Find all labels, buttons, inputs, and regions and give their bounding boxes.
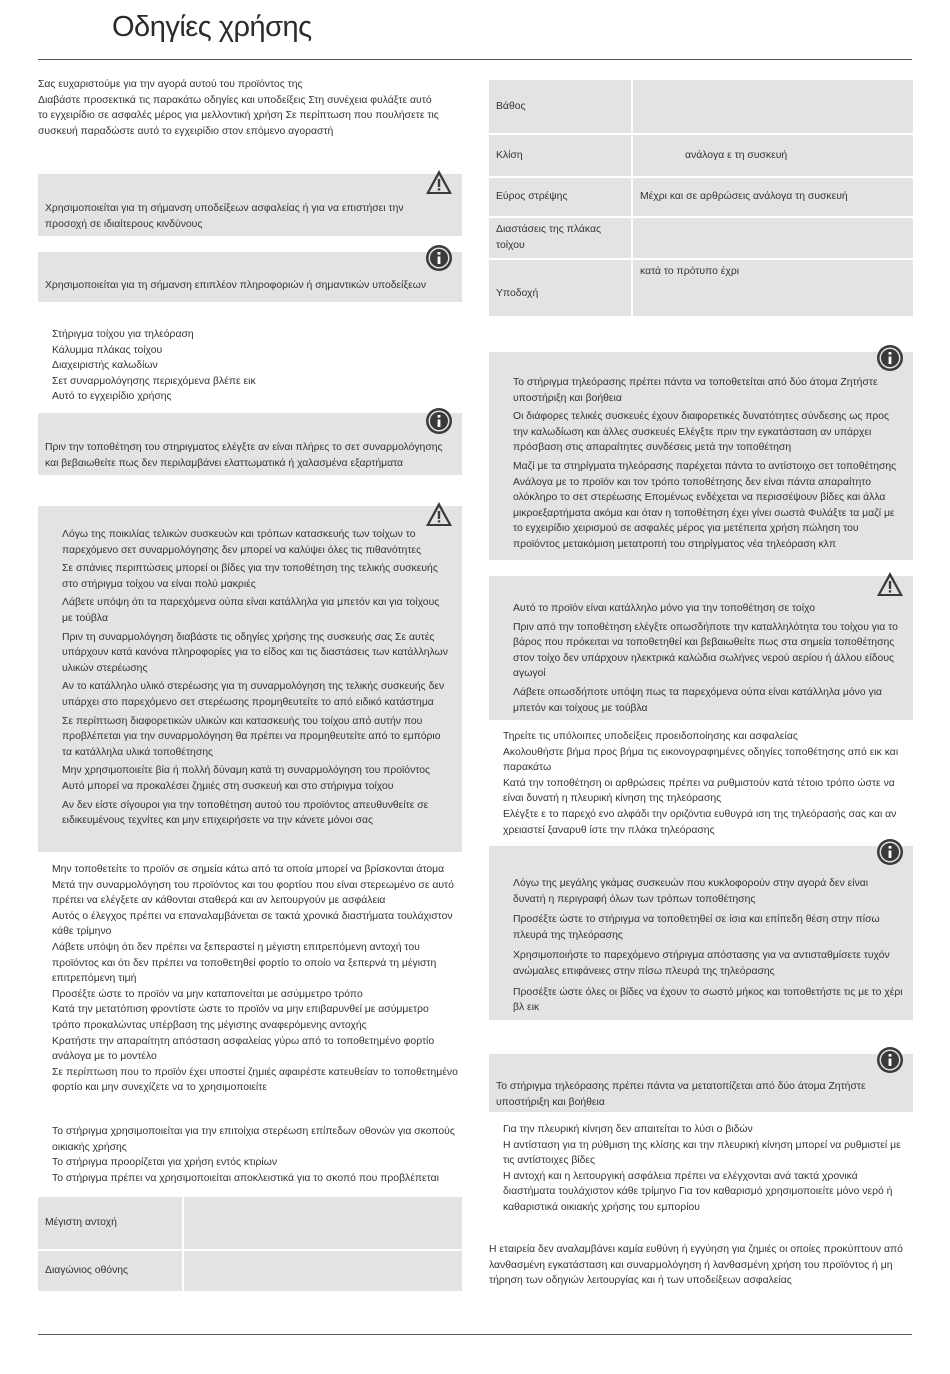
spec-label: Εύρος στρέψης <box>488 177 632 217</box>
intro-line: Σας ευχαριστούμε για την αγορά αυτού του προϊόντος της <box>38 79 303 90</box>
list-item: Προσέξτε ώστε το στήριγμα να τοποθετηθεί σε ίσια και επίπεδη θέση στην πίσω πλευρά της τηλεόρασης <box>513 914 880 941</box>
list-item: Για την πλευρική κίνηση δεν απαιτείται το λύσι ο βιδών <box>503 1124 753 1135</box>
list-item: Διαχειριστής καλωδίων <box>52 360 158 372</box>
list-item: Προσέξτε ώστε όλες οι βίδες να έχουν το σωστό μήκος και τοποθετήστε τις με το χέρι βλ εικ <box>513 986 903 1014</box>
spec-label: Υποδοχή <box>488 259 632 317</box>
list-item: Αυτό το εγχειρίδιο χρήσης <box>52 391 172 403</box>
table-row <box>488 177 914 217</box>
safety-warnings-box <box>38 506 462 852</box>
list-item: Το στήριγμα προορίζεται για χρήση εντός κτιρίων <box>52 1157 278 1169</box>
list-item: Σε περίπτωση που το προϊόν έχει υποστεί ζημιές αφαιρέστε κατευθείαν το τοποθετημένο φορτίο και μην συνεχίζετε να το χρησιμοποιείτε <box>52 1066 458 1094</box>
spec-label: Βάθος <box>488 79 632 134</box>
general-safety-list <box>52 862 458 1096</box>
list-item: Αν δεν είστε σίγουροι για την τοποθέτηση αυτού του προϊόντος απευθυνθείτε σε ειδικευμένους τεχνίτες και μην επιχειρήσετε να την κάνετε μόνοι σας <box>62 799 429 827</box>
spec-label: Κλίση <box>488 134 632 177</box>
list-item: Οι διάφορες τελικές συσκευές έχουν διαφορετικές δυνατότητες σύνδεσης ως προς την καλωδίωση και άλλες συσκευές Ελέγξτε πριν την εγκατάσταση αν υπάρχει πρόσβαση στις απαραίτητες συνδέσεις μετά την τοποθέτηση <box>513 411 890 454</box>
table-row <box>488 79 914 134</box>
info-circle-icon <box>424 244 454 272</box>
list-item: Τηρείτε τις υπόλοιπες υποδείξεις προειδοποίησης και ασφαλείας <box>503 731 798 742</box>
list-item: Λόγω της μεγάλης γκάμας συσκευών που κυκλοφορούν στην αγορά δεν είναι δυνατή η περιγραφή όλων των τρόπων τοποθέτησης <box>513 878 869 905</box>
maintenance-note-box <box>489 1054 913 1112</box>
table-row <box>488 217 914 259</box>
list-item: Μετά την συναρμολόγηση του προϊόντος και του φορτίου που είναι στερεωμένο σε αυτό πρέπει να ελέγξετε αν κάθονται σταθερά και αν λειτουργούν με ασφάλεια <box>52 879 454 907</box>
list-item: Λάβετε υπόψη ότι τα παρεχόμενα ούπα είναι κατάλληλα για μπετόν και για τοίχους με τούβλα <box>62 597 440 624</box>
info-symbol-box <box>38 252 462 302</box>
list-item: Ελέγξτε ε το παρεχό ενο αλφάδι την οριζόντια ευθυγρά ιση της τηλεόρασής σας και αν χρειαστεί ξαναρυθ ίστε την πλάκα τηλεόρασης <box>503 808 897 836</box>
intended-use-list <box>52 1124 458 1186</box>
wall-warning-box <box>489 576 913 720</box>
table-row <box>488 259 914 317</box>
spec-value <box>183 1250 463 1292</box>
list-item: Λάβετε οπωσδήποτε υπόψη πως τα παρεχόμενα ούπα είναι κατάλληλα μόνο για μπετόν και τοίχους με τούβλα <box>513 686 883 714</box>
table-row <box>37 1250 463 1292</box>
list-item: Σε σπάνιες περιπτώσεις μπορεί οι βίδες για την τοποθέτηση της τελικής συσκευής στο στήριγμα τοίχου να είναι πολύ μακριές <box>62 563 438 590</box>
info-circle-icon <box>875 838 905 866</box>
info-circle-icon <box>875 344 905 372</box>
disclaimer-text: Η εταιρεία δεν αναλαμβάνει καμία ευθύνη ή εγγύηση για ζημιές οι οποίες προκύπτουν από λανθασμένη εγκατάσταση και συναρμολόγηση ή λανθασμένη χρήση του προϊόντος ή μη τήρηση των οδηγιών λειτουργίας και ή των υποδείξεων ασφαλείας <box>489 1244 903 1287</box>
list-item: Προσέξτε ώστε το προϊόν να μην καταπονείται με ασύμμετρο τρόπο <box>52 988 363 1000</box>
list-item: Κατά την τοποθέτηση οι αρθρώσεις πρέπει να ρυθμιστούν κατά τέτοιο τρόπο ώστε να είναι δυνατή η πλευρική κίνηση της τηλεόρασης <box>503 777 895 805</box>
list-item: Αν το κατάλληλο υλικό στερέωσης για τη συναρμολόγηση της τελικής συσκευής δεν υπάρχει στο παρεχόμενο σετ στερέωσης προμηθευτείτε το από ειδικό κατάστημα <box>62 681 445 708</box>
spec-label: Διαστάσεις της πλάκας τοίχου <box>488 217 632 259</box>
list-item: Κάλυμμα πλάκας τοίχου <box>52 344 163 356</box>
maintenance-list <box>503 1122 909 1216</box>
spec-value: Μέχρι και σε αρθρώσεις ανάλογα τη συσκευή <box>632 177 914 217</box>
warning-symbol-box <box>38 174 462 236</box>
list-item: Μην τοποθετείτε το προϊόν σε σημεία κάτω από τα οποία μπορεί να βρίσκονται άτομα <box>52 864 445 875</box>
intro-line: Διαβάστε προσεκτικά τις παρακάτω οδηγίες και υποδείξεις Στη συνέχεια φυλάξτε αυτό <box>38 94 432 106</box>
list-item: Λόγω της ποικιλίας τελικών συσκευών και τρόπων κατασκευής των τοίχων το παρεχόμενο σετ συναρμολόγησης δεν μπορεί να καλύψει όλες τις πιθανότητες <box>62 529 422 556</box>
info-symbol-text: Χρησιμοποιείται για τη σήμανση επιπλέον πληροφοριών ή σημαντικών υποδείξεων <box>45 280 427 291</box>
list-item: Λάβετε υπόψη ότι δεν πρέπει να ξεπεραστεί η μέγιστη επιτρεπόμενη αντοχή του προϊόντος και ότι δεν πρέπει να τοποθετηθεί φορτίο το οποίο να ξεπερνά τη μέγιστη επιτρεπόμενη τιμή <box>52 941 437 985</box>
info-circle-icon <box>424 407 454 435</box>
warning-triangle-icon <box>875 570 905 598</box>
bottom-divider <box>38 1334 912 1335</box>
table-row <box>37 1196 463 1250</box>
table-row <box>488 134 914 177</box>
list-item: Σετ συναρμολόγησης περιεχόμενα βλέπε εικ <box>52 375 256 387</box>
list-item: Ακολουθήστε βήμα προς βήμα τις εικονογραφημένες οδηγίες τοποθέτησης από εικ και παρακάτω <box>503 746 899 774</box>
list-item: Πριν τη συναρμολόγηση διαβάστε τις οδηγίες χρήσης της συσκευής σας Σε αυτές υπάρχουν κατά κανόνα πληροφορίες για το είδος και τις διαστάσεις των κατάλληλων υλικών στερέωσης <box>62 631 448 674</box>
list-item: Μαζί με τα στηρίγματα τηλεόρασης παρέχεται πάντα το αντίστοιχο σετ τοποθέτησης Ανάλογα με το προϊόν και τον τρόπο τοποθέτησης δεν είναι πάντα απαραίτητο ολόκληρο το σετ στερέωσης Επομένως ενδέχεται να περισσέψουν βίδες και άλλα μικροεξαρτήματα ακόμα και όταν η τοποθέτηση έχει γίνει σωστά Φυλάξτε τα μαζί με το εγχειρίδιο χειρισμού σε ασφαλές μέρος για μετέπειτα χρήση πώληση του προϊόντος μετακόμιση μετατροπή του στηρίγματος νέα τηλεόραση κλπ <box>513 460 897 550</box>
spec-value: κατά το πρότυπο έχρι <box>632 259 914 317</box>
list-item: Στήριγμα τοίχου για τηλεόραση <box>52 329 194 340</box>
list-item: Το στήριγμα πρέπει να χρησιμοποιείται αποκλειστικά για το σκοπό που προβλέπεται <box>52 1172 439 1184</box>
maintenance-note-text: Το στήριγμα τηλεόρασης πρέπει πάντα να μετατοπίζεται από δύο άτομα Ζητήστε υποστήριξη και βοήθεια <box>496 1081 866 1108</box>
list-item: Η αντοχή και η λειτουργική ασφάλεια πρέπει να ελέγχονται ανά τακτά χρονικά διαστήματα τουλάχιστον κάθε τρίμηνο Για τον καθαρισμό χρησιμοποιείτε μόνο νερό ή καθαριστικά οικιακής χρήσης του εμπορίου <box>503 1170 893 1213</box>
list-item: Πριν από την τοποθέτηση ελέγξτε οπωσδήποτε την καταλληλότητα του τοίχου για το βάρος που πρόκειται να τοποθετηθεί και βεβαιωθείτε πως στα σημεία τοποθέτησης στον τοίχο δεν υπάρχουν ηλεκτρικά καλώδια σωλήνες νερού αερίου ή άλλου είδους αγωγοί <box>513 621 898 680</box>
spec-value <box>183 1196 463 1250</box>
package-contents-list <box>52 327 452 405</box>
spec-label: Μέγιστη αντοχή <box>37 1196 183 1250</box>
list-item: Η αντίσταση για τη ρύθμιση της κλίσης και την πλευρική κίνηση μπορεί να ρυθμιστεί με τις αντίστοιχες βίδες <box>503 1139 901 1167</box>
warning-triangle-icon <box>424 168 454 196</box>
page-title: Οδηγίες χρήσης <box>112 11 312 43</box>
list-item: Μην χρησιμοποιείτε βία ή πολλή δύναμη κατά τη συναρμολόγηση του προϊόντος Αυτό μπορεί να προκαλέσει ζημιές στη συσκευή και στο στήριγμα τοίχου <box>62 765 431 792</box>
list-item: Αυτό το προϊόν είναι κατάλληλο μόνο για την τοποθέτηση σε τοίχο <box>513 603 815 614</box>
contents-note-box <box>38 413 462 475</box>
info-circle-icon <box>875 1046 905 1074</box>
installation-info-box <box>489 352 913 560</box>
spec-value <box>632 217 914 259</box>
intro-text <box>38 77 458 139</box>
list-item: Αυτός ο έλεγχος πρέπει να επαναλαμβάνεται σε τακτά χρονικά διαστήματα τουλάχιστον κάθε τρίμηνο <box>52 910 453 938</box>
list-item: Χρησιμοποιήστε το παρεχόμενο στήριγμα απόστασης για να αντισταθμίσετε τυχόν ανώμαλες επιφάνειες στην πίσω πλευρά της τηλεόρασης <box>513 950 890 977</box>
spec-table-left <box>36 1195 464 1293</box>
list-item: Κρατήστε την απαραίτητη απόσταση ασφαλείας γύρω από το τοποθετημένο φορτίο ανάλογα με το μοντέλο <box>52 1035 435 1063</box>
contents-note-text: Πριν την τοποθέτηση του στηριγματος ελέγξτε αν είναι πλήρες το σετ συναρμολόγησης και βεβαιωθείτε πως δεν περιλαμβάνει ελαττωματικά ή χαλασμένα εξαρτήματα <box>45 442 443 469</box>
warning-symbol-text: Χρησιμοποιείται για τη σήμανση υποδείξεων ασφαλείας ή για να επιστήσει την προσοχή σε ιδιαίτερους κινδύνους <box>45 203 404 230</box>
install-steps-list <box>503 729 909 838</box>
spec-table-right <box>487 78 915 318</box>
spec-label: Διαγώνιος οθόνης <box>37 1250 183 1292</box>
warning-triangle-icon <box>424 500 454 528</box>
top-divider <box>38 59 912 60</box>
intro-line: το εγχειρίδιο σε ασφαλές μέρος για μελλοντική χρήση Σε περίπτωση που πουλήσετε τις <box>38 110 439 122</box>
spec-value <box>632 79 914 134</box>
spec-value: ανάλογα ε τη συσκευή <box>632 134 914 177</box>
list-item: Το στήριγμα χρησιμοποιείται για την επιτοίχια στερέωση επίπεδων οθονών για σκοπούς οικιακής χρήσης <box>52 1126 455 1153</box>
list-item: Το στήριγμα τηλεόρασης πρέπει πάντα να τοποθετείται από δύο άτομα Ζητήστε υποστήριξη και βοήθεια <box>513 377 878 404</box>
intro-line: συσκευή παραδώστε αυτό το εγχειρίδιο στον επόμενο αγοραστή <box>38 125 334 137</box>
mounting-info-box <box>489 846 913 1020</box>
list-item: Σε περίπτωση διαφορετικών υλικών και κατασκευής του τοίχου από αυτήν που προβλέπεται για την συναρμολόγηση θα πρέπει να προμηθευτείτε από το εμπόριο τα κατάλληλα υλικά τοποθέτησης <box>62 715 441 758</box>
list-item: Κατά την μετατόπιση φροντίστε ώστε το προϊόν να μην επιβαρυνθεί με ασύμμετρο τρόπο προκαλώντας υπέρβαση της μέγιστης αναφερόμενης αντοχής <box>52 1004 429 1031</box>
